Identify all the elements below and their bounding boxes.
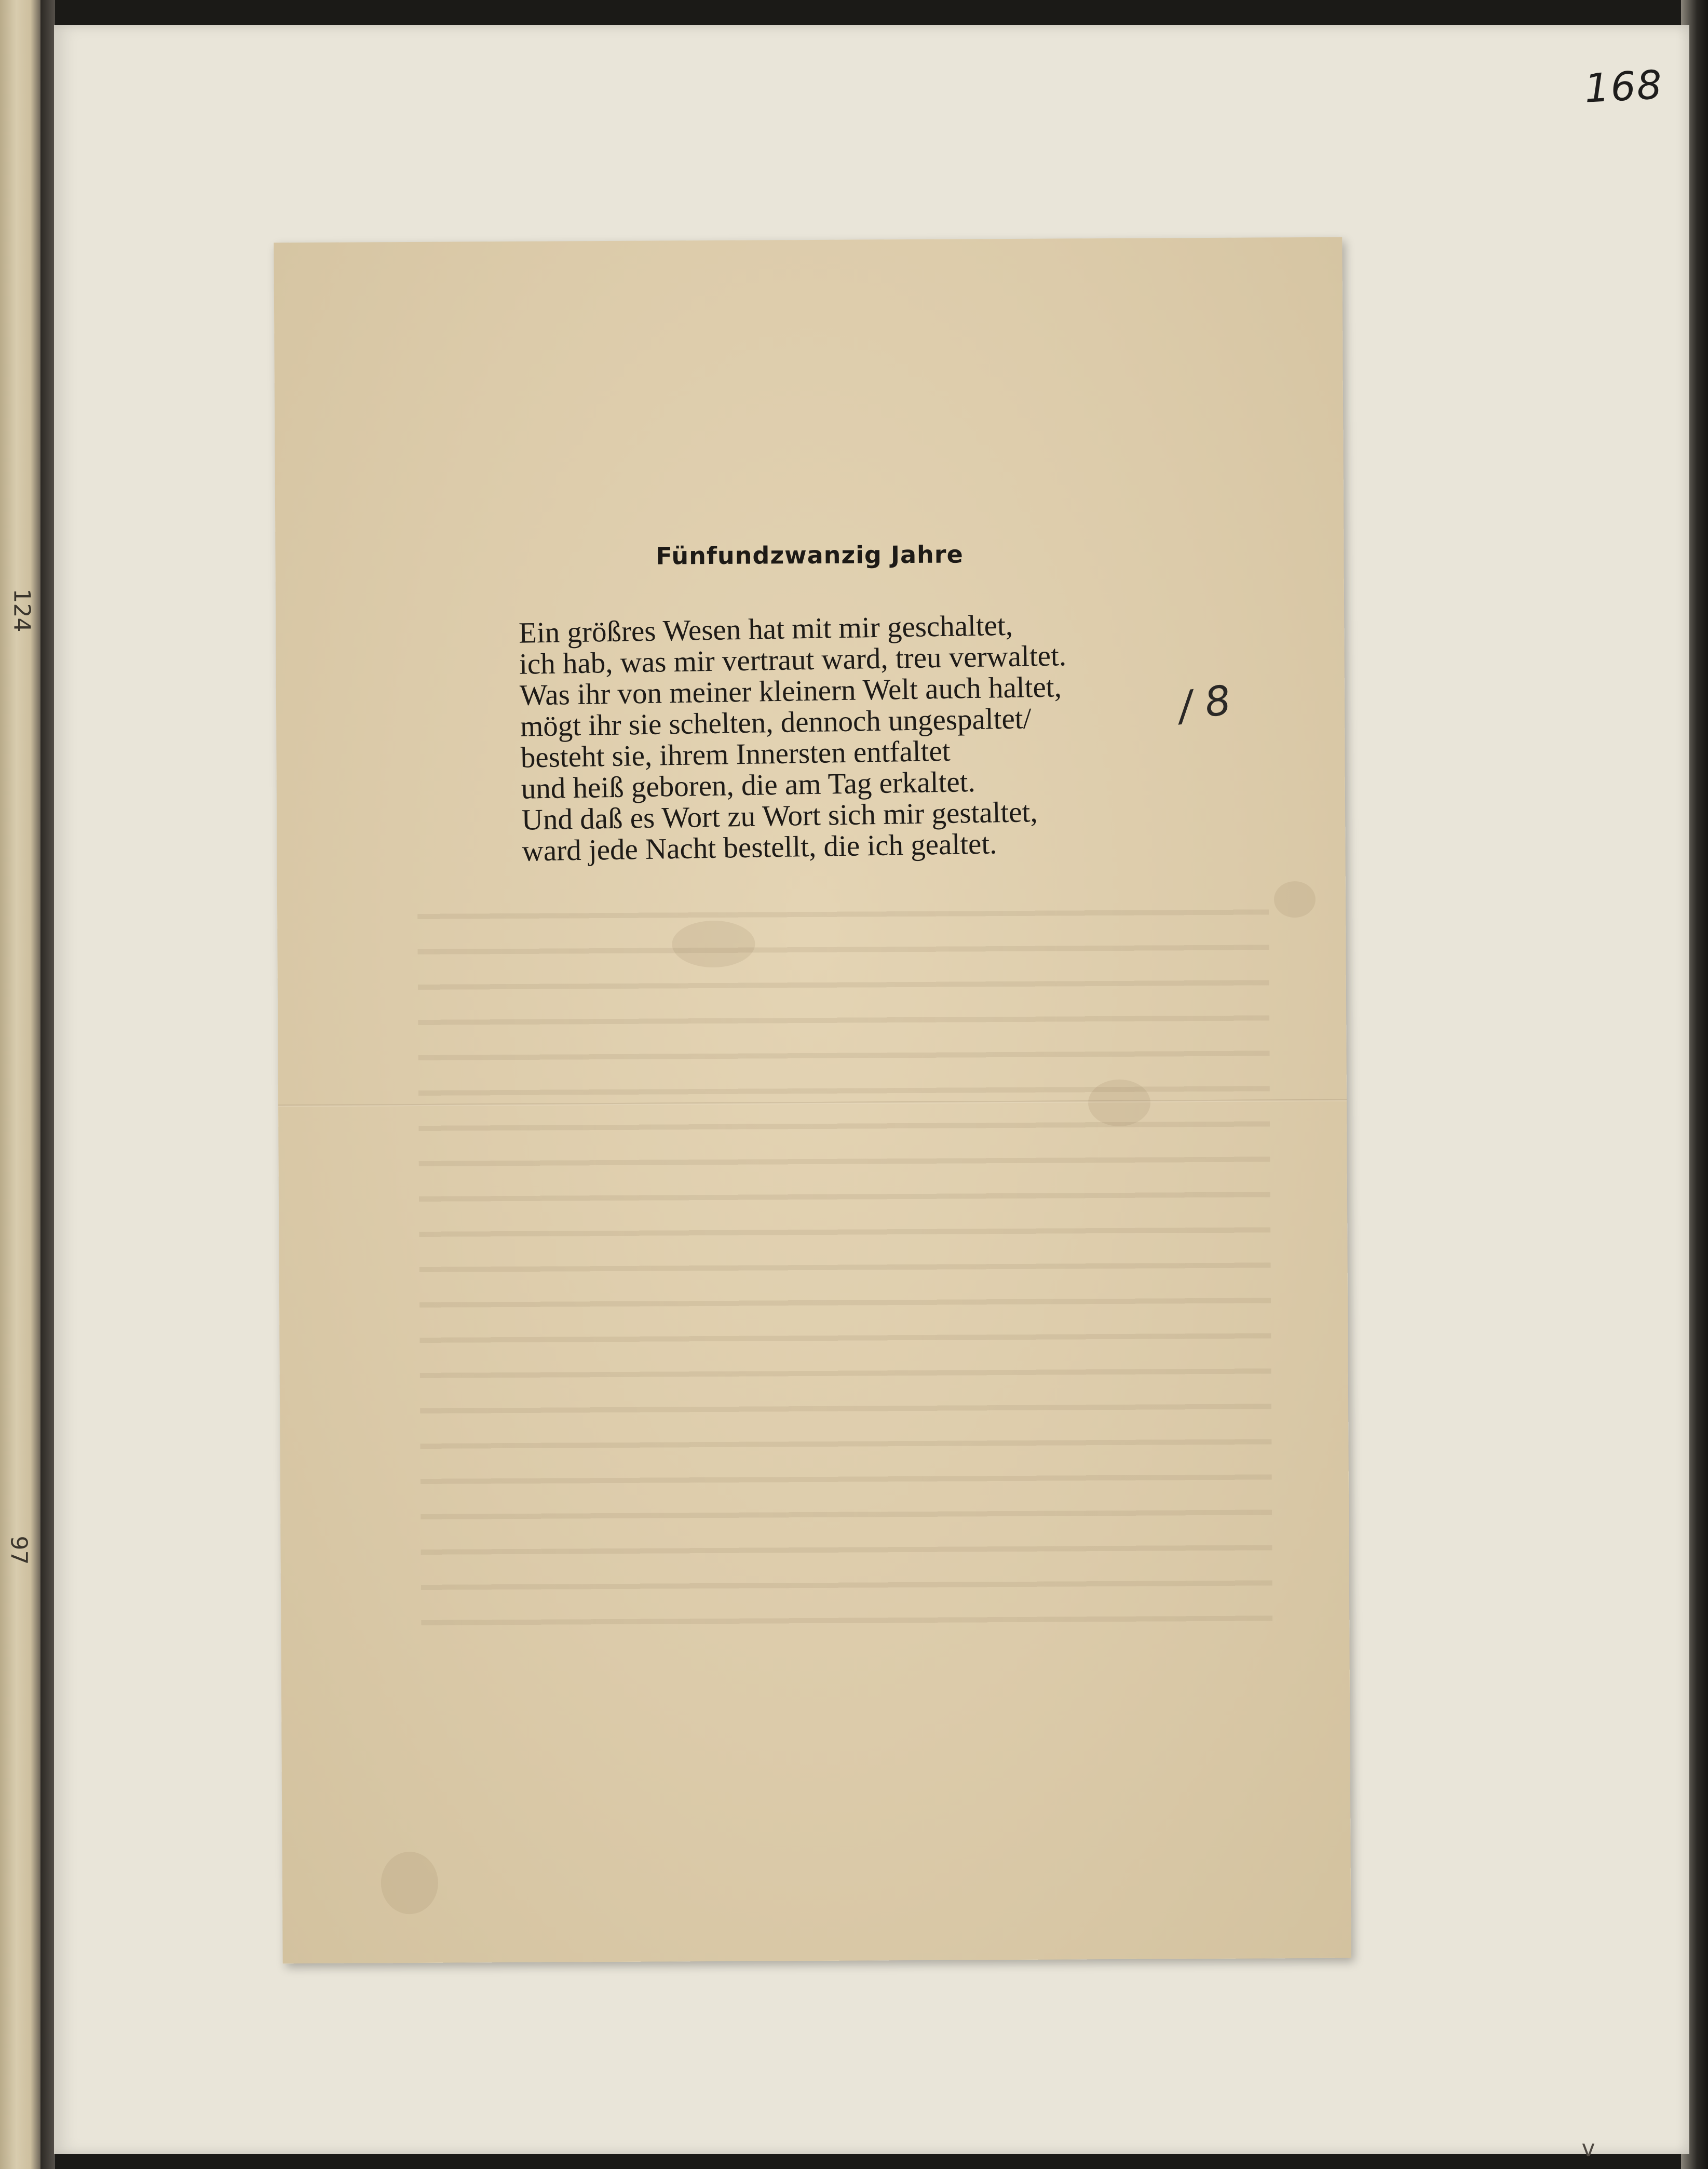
binding-gutter xyxy=(40,0,55,2169)
poem-line: ward jede Nacht bestellt, die ich gealtet. xyxy=(522,827,997,868)
poem-line: besteht sie, ihrem Innersten entfaltet xyxy=(520,734,951,774)
edge-number-bottom: 97 xyxy=(5,1535,32,1565)
poem-body xyxy=(519,607,1197,867)
show-through-text xyxy=(417,892,1273,1779)
poem-line: und heiß geboren, die am Tag erkaltet. xyxy=(521,765,976,805)
poem-title: Fünfundzwanzig Jahre xyxy=(656,540,964,570)
margin-annotation: / 8 xyxy=(1175,677,1234,731)
pencil-tick-mark: v xyxy=(1581,2135,1595,2162)
poem-line: Was ihr von meiner kleinern Welt auch haltet, xyxy=(519,670,1062,712)
poem-line: Ein größres Wesen hat mit mir geschaltet, xyxy=(518,609,1013,650)
poem-line: ich hab, was mir vertraut ward, treu verwaltet. xyxy=(519,639,1067,681)
page-number: 168 xyxy=(1583,61,1664,112)
previous-page-edge xyxy=(0,0,40,2169)
edge-number-top: 124 xyxy=(8,588,35,632)
paper-stain xyxy=(1274,881,1316,918)
poem-line: mögt ihr sie schelten, dennoch ungespaltet/ xyxy=(520,702,1032,743)
printed-sheet xyxy=(274,237,1595,2162)
poem-line: Und daß es Wort zu Wort sich mir gestaltet, xyxy=(521,796,1038,837)
paper-stain xyxy=(381,1852,439,1915)
